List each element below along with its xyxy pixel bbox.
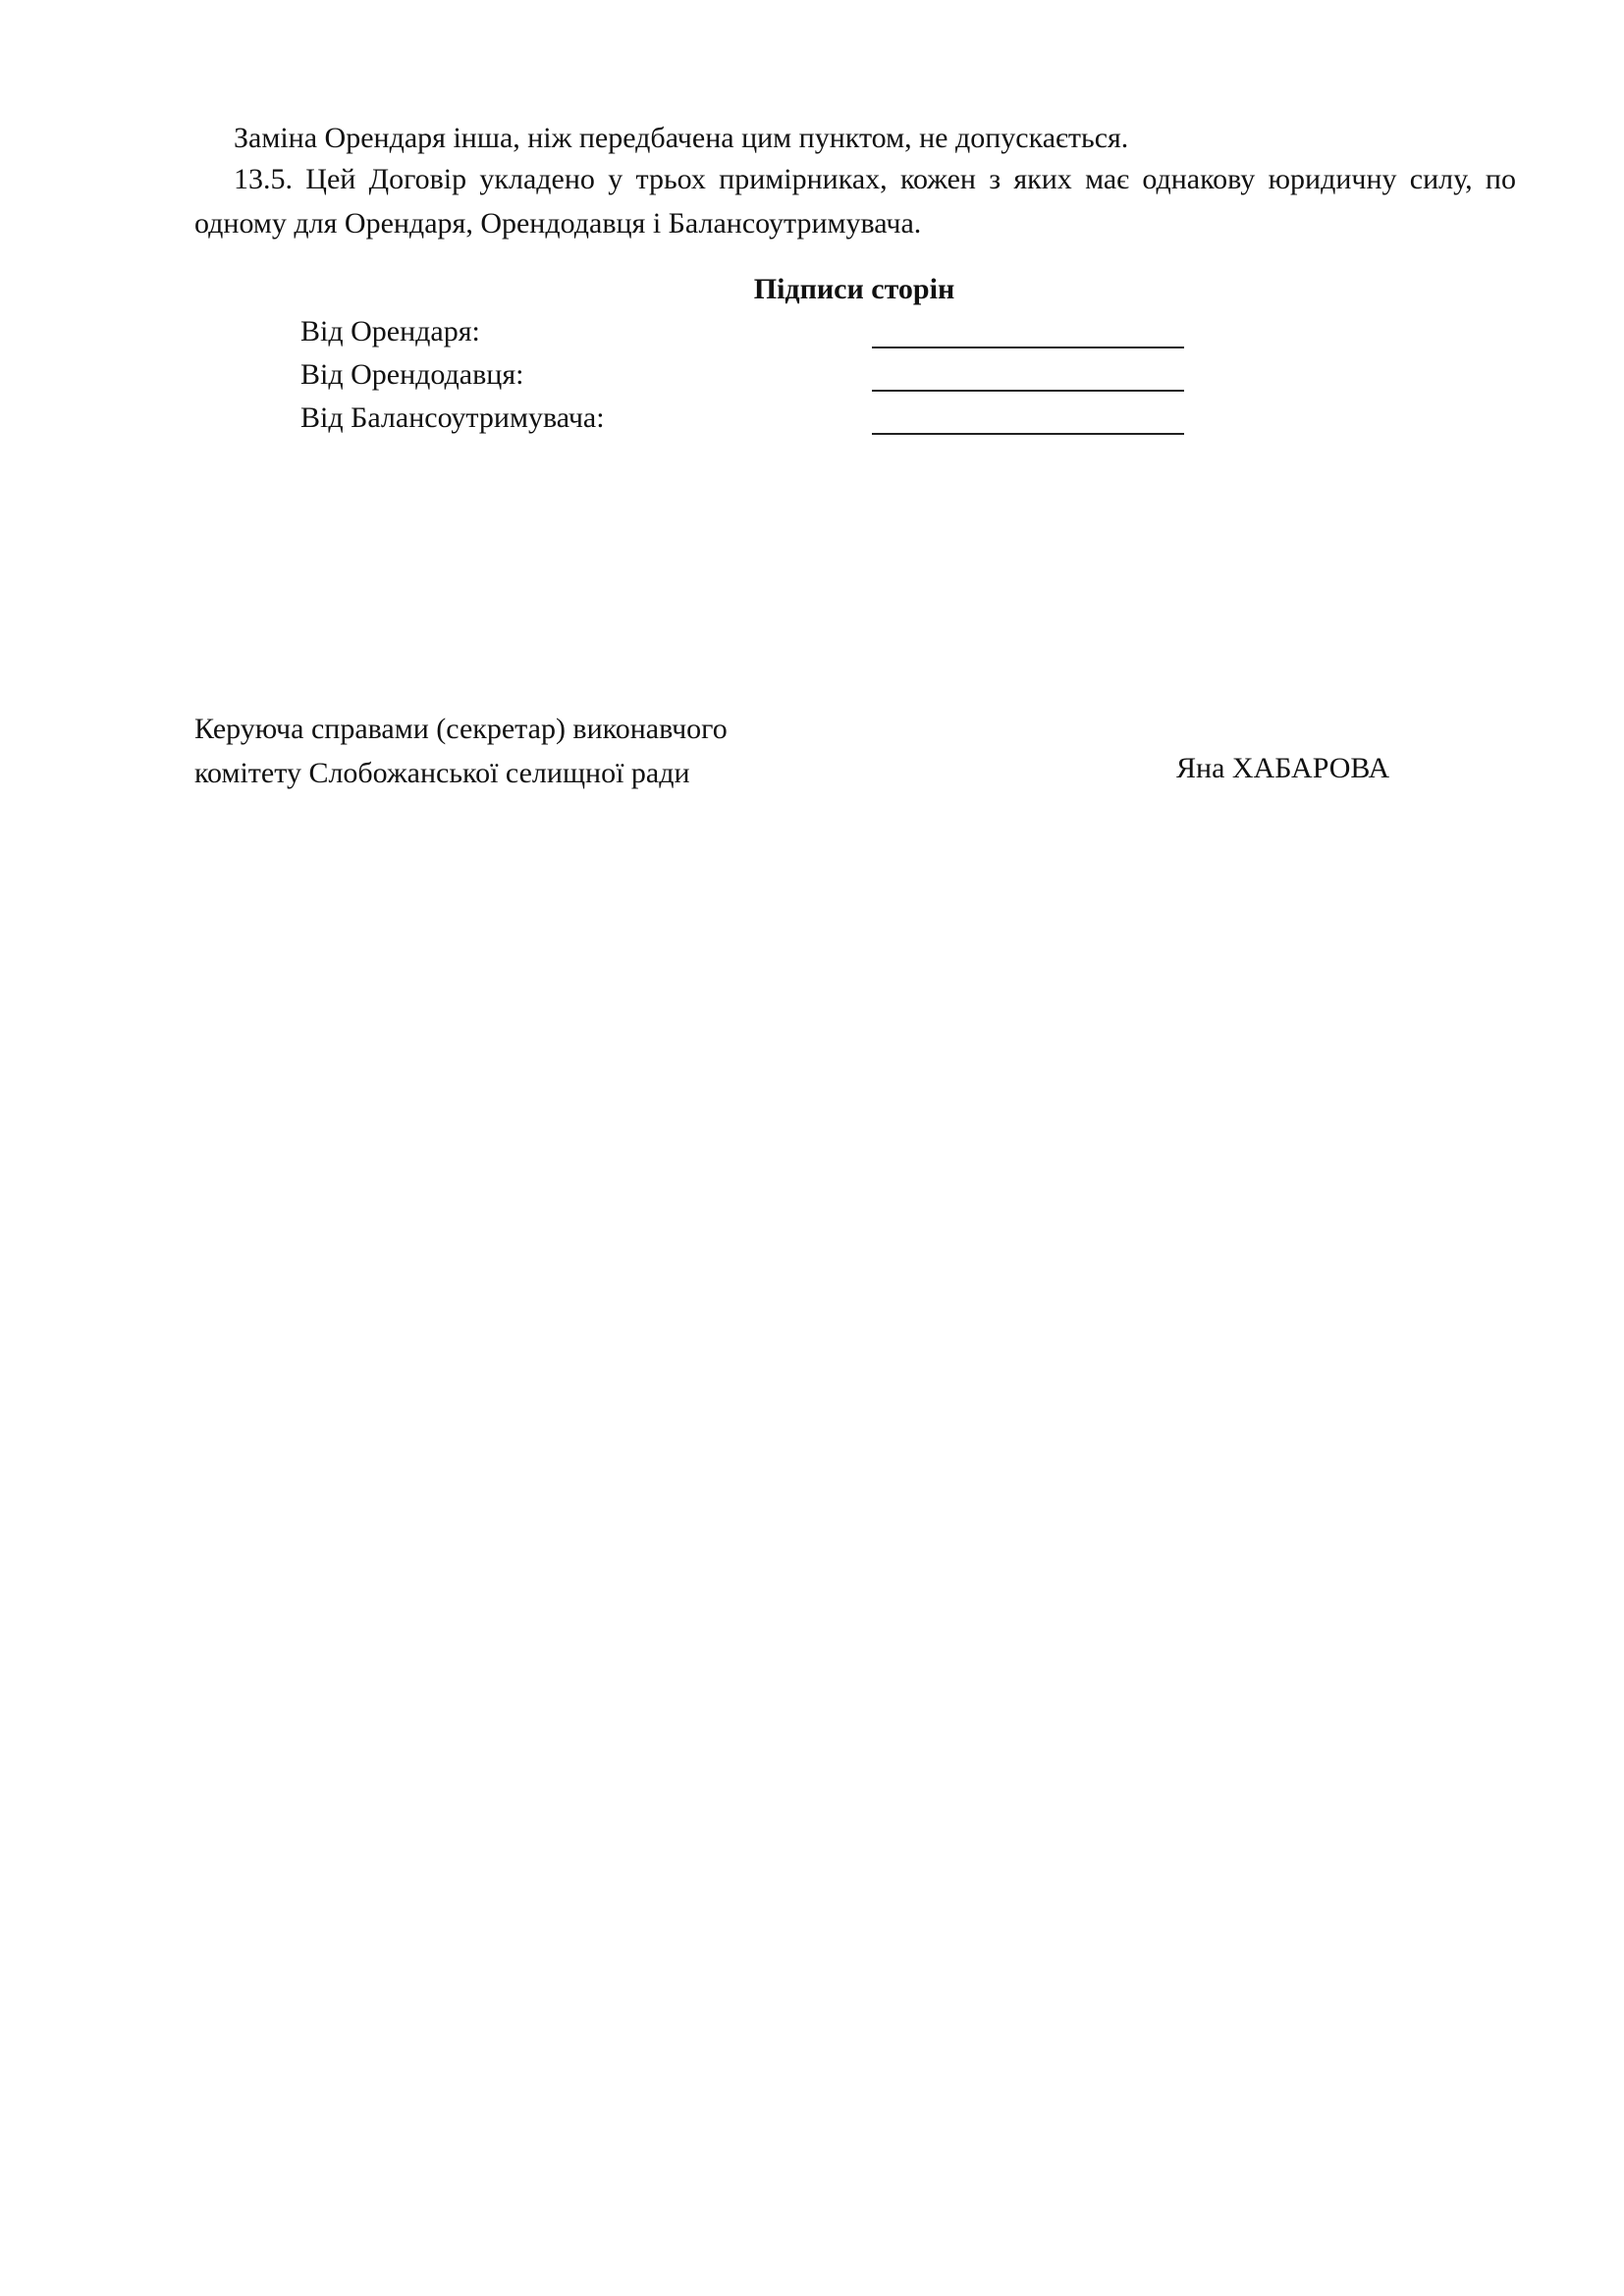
paragraph-13-5-copies: 13.5. Цей Договір укладено у трьох примірниках, кожен з яких має однакову юридичну силу, по одному для Орендаря, Орендодавця і Балансоутримувача.	[194, 163, 1516, 240]
signature-line-balance-holder	[872, 433, 1184, 435]
signature-line-tenant	[872, 347, 1184, 348]
footer-position	[194, 707, 980, 795]
paragraph-tenant-replacement: Заміна Орендаря інша, ніж передбачена цим пунктом, не допускається.	[234, 122, 1129, 154]
signature-row-landlord	[300, 352, 1184, 397]
signature-row-tenant	[300, 309, 1184, 353]
signature-label-tenant: Від Орендаря:	[300, 315, 480, 347]
signature-row-balance-holder	[300, 396, 1184, 440]
footer-signatory-name: Яна ХАБАРОВА	[1176, 752, 1390, 784]
footer-position-line-2: комітету Слобожанської селищної ради	[194, 757, 690, 789]
signature-label-landlord: Від Орендодавця:	[300, 358, 524, 391]
signature-label-balance-holder: Від Балансоутримувача:	[300, 401, 605, 434]
footer-position-line-1: Керуюча справами (секретар) виконавчого	[194, 713, 728, 745]
signatures-heading: Підписи сторін	[753, 273, 955, 305]
signature-line-landlord	[872, 390, 1184, 392]
